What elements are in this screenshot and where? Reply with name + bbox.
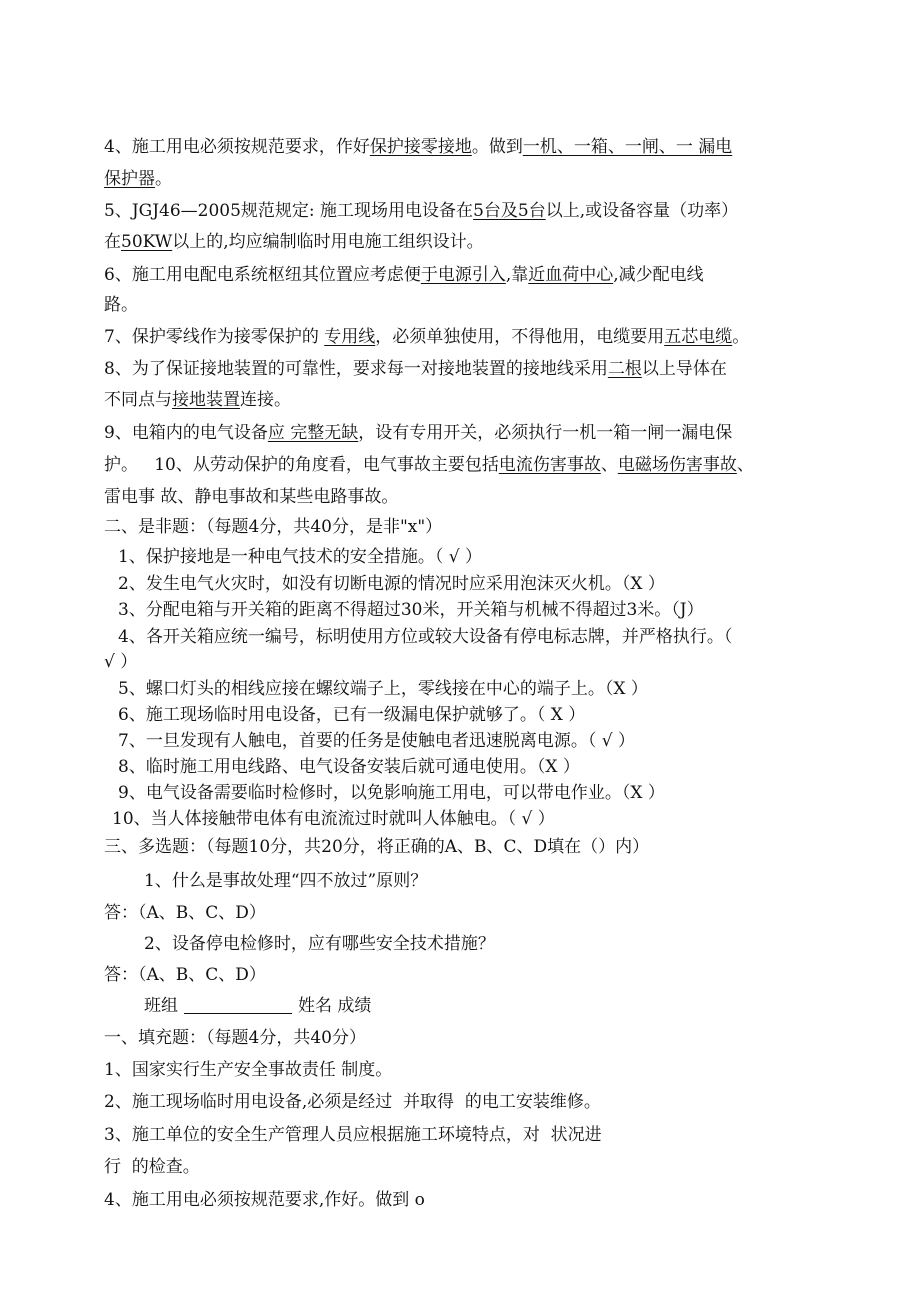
truefalse-item: 4、各开关箱应统一编号，标明使用方位或较大设备有停电标志牌，并严格执行。（ — [118, 627, 733, 647]
fill-q9-q10-line: 护。 10、从劳动保护的角度看，电气事故主要包括电流伤害事故、电磁场伤害事故、 — [104, 455, 754, 475]
answer-underlined: 专用线 — [324, 327, 376, 347]
truefalse-item: 1、保护接地是一种电气技术的安全措施。（ √ ） — [118, 547, 482, 567]
truefalse-item-cont: √ ） — [104, 652, 138, 672]
exam-fill-line: 4、施工用电必须按规范要求,作好。做到 o — [104, 1190, 425, 1210]
truefalse-item: 6、施工现场临时用电设备，已有一级漏电保护就够了。（ X ） — [118, 705, 586, 725]
truefalse-item: 5、螺口灯头的相线应接在螺纹端子上，零线接在中心的端子上。（X ） — [118, 679, 648, 699]
exam-fill-line: 1、国家实行生产安全事故责任 制度。 — [104, 1060, 393, 1080]
answer-underlined: 保护器 — [104, 169, 155, 189]
answer-underlined: 应 完整无缺 — [267, 423, 359, 443]
truefalse-item: 3、分配电箱与开关箱的距离不得超过30米，开关箱与机械不得超过3米。（J） — [118, 600, 704, 620]
multi-answer-1: 答：（A、B、C、D） — [104, 903, 266, 923]
fill-q4-line2: 保护器。 — [104, 169, 172, 189]
answer-underlined: 一机、一箱、一闸、一 漏电 — [522, 137, 733, 157]
answer-underlined: 5台及5台 — [473, 201, 546, 221]
truefalse-item: 10、当人体接触带电体有电流流过时就叫人体触电。（ √ ） — [112, 809, 555, 829]
fill-q8-line1: 8、为了保证接地装置的可靠性，要求每一对接地装置的接地线采用二根以上导体在 — [104, 359, 727, 379]
truefalse-item: 7、一旦发现有人触电，首要的任务是使触电者迅速脱离电源。（ √ ） — [118, 731, 635, 751]
fill-q5-line1: 5、JGJ46—2005规范规定: 施工现场用电设备在5台及5台以上,或设备容量（功率） — [104, 201, 739, 221]
truefalse-item: 2、发生电气火灾时，如没有切断电源的情况时应采用泡沫灭火机。（X ） — [118, 574, 665, 594]
exam-form-header — [144, 995, 371, 1017]
answer-underlined: 电磁场伤害事故 — [617, 455, 737, 475]
fill-q4-line1: 4、施工用电必须按规范要求，作好保护接零接地。做到一机、一箱、一闸、一 漏电 — [104, 137, 733, 157]
multi-question-1: 1、什么是事故处理“四不放过”原则？ — [144, 871, 428, 891]
truefalse-heading: 二、是非题：（每题4分，共40分，是非"x"） — [104, 517, 443, 537]
fill-q7-line: 7、保护零线作为接零保护的 专用线，必须单独使用，不得他用，电缆要用五芯电缆。 — [104, 327, 750, 347]
answer-underlined: 电流伤害事故 — [498, 455, 601, 475]
answer-underlined: 于电源引入 — [420, 265, 506, 285]
exam-fill-line: 2、施工现场临时用电设备,必须是经过 并取得 的电工安装维修。 — [104, 1092, 601, 1112]
group-blank — [184, 997, 292, 1014]
multi-question-2: 2、设备停电检修时，应有哪些安全技术措施？ — [144, 934, 495, 954]
answer-underlined: 近血荷中心 — [528, 265, 614, 285]
answer-underlined: 接地装置 — [172, 390, 240, 410]
answer-underlined: 五芯电缆 — [664, 327, 733, 347]
answer-underlined: 二根 — [607, 359, 642, 379]
fill-q6-line1: 6、施工用电配电系统枢纽其位置应考虑便于电源引入,靠近血荷中心,减少配电线 — [104, 265, 704, 285]
fill-q6-line2: 路。 — [104, 295, 138, 315]
multi-answer-2: 答：（A、B、C、D） — [104, 965, 266, 985]
name-label: 姓名 — [298, 996, 332, 1016]
answer-underlined: 50KW — [121, 232, 173, 252]
fill-q9-line1: 9、电箱内的电气设备应 完整无缺，设有专用开关，必须执行一机一箱一闸一漏电保 — [104, 423, 733, 443]
fill-q5-line2: 在50KW以上的,均应编制临时用电施工组织设计。 — [104, 232, 484, 252]
multi-heading: 三、多选题：（每题10分，共20分，将正确的A、B、C、D填在（）内） — [104, 837, 650, 857]
group-label: 班组 — [144, 996, 178, 1016]
score-label: 成绩 — [337, 996, 372, 1016]
exam-fill-heading: 一、填充题：（每题4分，共40分） — [104, 1028, 366, 1048]
fill-q10-line2: 雷电事 故、静电事故和某些电路事故。 — [104, 487, 399, 507]
fill-q8-line2: 不同点与接地装置连接。 — [104, 390, 291, 410]
exam-fill-line: 行 的检查。 — [104, 1157, 200, 1177]
answer-underlined: 保护接零接地 — [369, 137, 472, 157]
truefalse-item: 8、临时施工用电线路、电气设备安装后就可通电使用。（X ） — [118, 757, 580, 777]
exam-fill-line: 3、施工单位的安全生产管理人员应根据施工环境特点，对 状况进 — [104, 1125, 602, 1145]
truefalse-item: 9、电气设备需要临时检修时，以免影响施工用电，可以带电作业。（X ） — [118, 783, 665, 803]
